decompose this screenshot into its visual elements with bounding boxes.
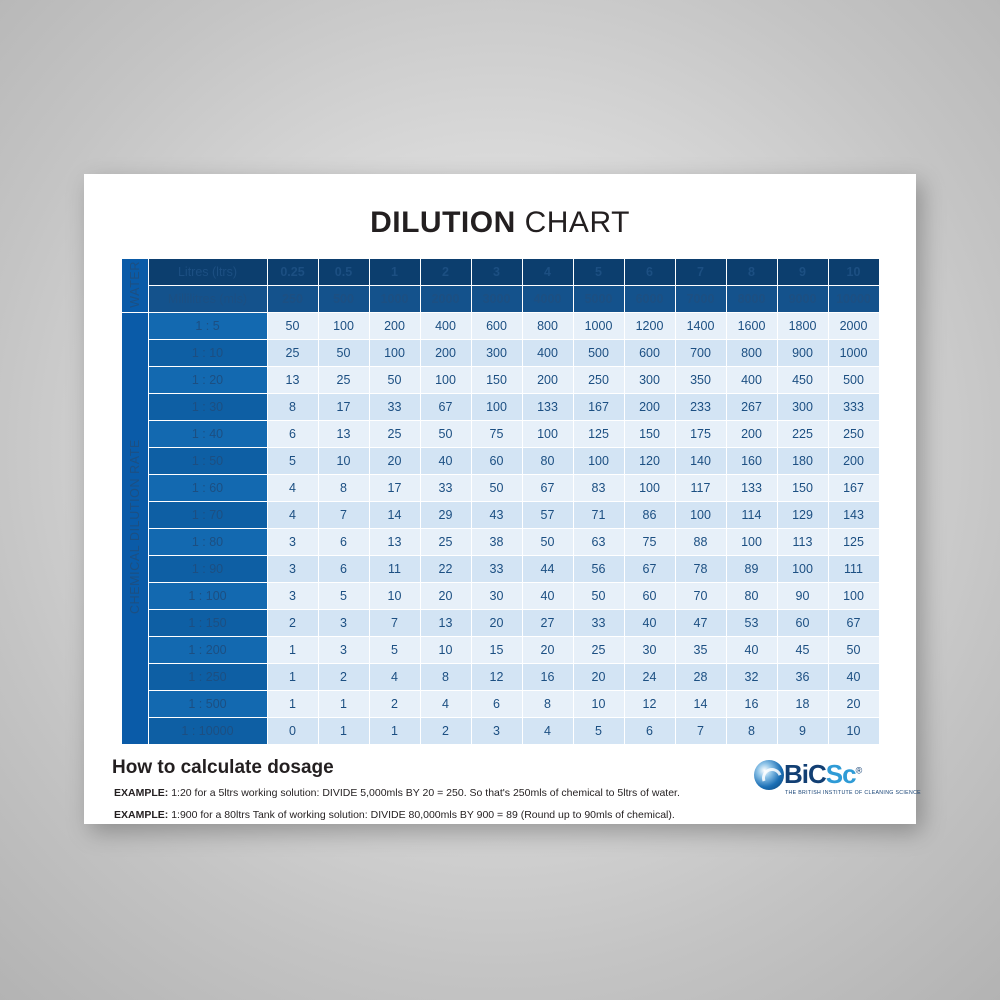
header-millilitres-3: 2000 (420, 286, 471, 313)
cell-r0-c3: 400 (420, 313, 471, 340)
cell-r14-c8: 14 (675, 691, 726, 718)
cell-r3-c10: 300 (777, 394, 828, 421)
table-row (121, 394, 879, 421)
cell-r0-c8: 1400 (675, 313, 726, 340)
cell-r8-c8: 88 (675, 529, 726, 556)
cell-r6-c8: 117 (675, 475, 726, 502)
cell-r5-c3: 40 (420, 448, 471, 475)
row-header-9: 1 : 90 (148, 556, 267, 583)
cell-r13-c8: 28 (675, 664, 726, 691)
cell-r7-c2: 14 (369, 502, 420, 529)
cell-r14-c5: 8 (522, 691, 573, 718)
logo-wordmark (784, 759, 861, 790)
cell-r12-c7: 30 (624, 637, 675, 664)
header-millilitres-label: Millilitres (mls) (148, 286, 267, 313)
cell-r1-c6: 500 (573, 340, 624, 367)
cell-r6-c1: 8 (318, 475, 369, 502)
cell-r15-c0: 0 (267, 718, 318, 745)
header-millilitres-9: 8000 (726, 286, 777, 313)
cell-r15-c9: 8 (726, 718, 777, 745)
cell-r9-c5: 44 (522, 556, 573, 583)
cell-r4-c1: 13 (318, 421, 369, 448)
header-litres-5: 4 (522, 259, 573, 286)
cell-r2-c7: 300 (624, 367, 675, 394)
cell-r12-c4: 15 (471, 637, 522, 664)
cell-r11-c0: 2 (267, 610, 318, 637)
cell-r9-c8: 78 (675, 556, 726, 583)
cell-r0-c1: 100 (318, 313, 369, 340)
cell-r4-c7: 150 (624, 421, 675, 448)
cell-r7-c3: 29 (420, 502, 471, 529)
row-header-1: 1 : 10 (148, 340, 267, 367)
cell-r0-c6: 1000 (573, 313, 624, 340)
logo-tagline: THE BRITISH INSTITUTE OF CLEANING SCIENCE (785, 790, 921, 796)
cell-r4-c6: 125 (573, 421, 624, 448)
header-litres-10: 9 (777, 259, 828, 286)
cell-r14-c0: 1 (267, 691, 318, 718)
cell-r2-c8: 350 (675, 367, 726, 394)
cell-r14-c9: 16 (726, 691, 777, 718)
cell-r3-c11: 333 (828, 394, 879, 421)
header-millilitres-7: 6000 (624, 286, 675, 313)
table-row (121, 502, 879, 529)
header-litres-4: 3 (471, 259, 522, 286)
cell-r14-c1: 1 (318, 691, 369, 718)
cell-r0-c5: 800 (522, 313, 573, 340)
header-millilitres-1: 500 (318, 286, 369, 313)
cell-r10-c2: 10 (369, 583, 420, 610)
header-litres-9: 8 (726, 259, 777, 286)
table-row (121, 583, 879, 610)
table-row (121, 718, 879, 745)
example-1-tag: EXAMPLE: (114, 787, 169, 799)
cell-r3-c4: 100 (471, 394, 522, 421)
row-header-2: 1 : 20 (148, 367, 267, 394)
cell-r8-c6: 63 (573, 529, 624, 556)
howto-heading: How to calculate dosage (112, 757, 334, 778)
cell-r3-c7: 200 (624, 394, 675, 421)
cell-r2-c11: 500 (828, 367, 879, 394)
table-row (121, 556, 879, 583)
cell-r10-c5: 40 (522, 583, 573, 610)
example-2-text: 1:900 for a 80ltrs Tank of working solution: DIVIDE 80,000mls BY 900 = 89 (Round up to 90mls of chemical). (171, 808, 675, 821)
cell-r11-c7: 40 (624, 610, 675, 637)
cell-r1-c2: 100 (369, 340, 420, 367)
cell-r10-c0: 3 (267, 583, 318, 610)
row-header-14: 1 : 500 (148, 691, 267, 718)
cell-r12-c9: 40 (726, 637, 777, 664)
cell-r12-c0: 1 (267, 637, 318, 664)
table-row (121, 475, 879, 502)
cell-r14-c2: 2 (369, 691, 420, 718)
cell-r15-c10: 9 (777, 718, 828, 745)
table-row (121, 313, 879, 340)
cell-r4-c4: 75 (471, 421, 522, 448)
table-row (121, 691, 879, 718)
cell-r6-c5: 67 (522, 475, 573, 502)
cell-r13-c7: 24 (624, 664, 675, 691)
cell-r5-c8: 140 (675, 448, 726, 475)
cell-r7-c5: 57 (522, 502, 573, 529)
cell-r9-c2: 11 (369, 556, 420, 583)
cell-r13-c6: 20 (573, 664, 624, 691)
cell-r7-c0: 4 (267, 502, 318, 529)
cell-r12-c3: 10 (420, 637, 471, 664)
cell-r5-c5: 80 (522, 448, 573, 475)
cell-r13-c5: 16 (522, 664, 573, 691)
cell-r1-c4: 300 (471, 340, 522, 367)
cell-r4-c3: 50 (420, 421, 471, 448)
cell-r5-c0: 5 (267, 448, 318, 475)
dilution-rate-axis-label (121, 313, 148, 745)
cell-r8-c9: 100 (726, 529, 777, 556)
cell-r2-c5: 200 (522, 367, 573, 394)
table-row (121, 421, 879, 448)
cell-r8-c11: 125 (828, 529, 879, 556)
cell-r13-c2: 4 (369, 664, 420, 691)
cell-r7-c4: 43 (471, 502, 522, 529)
cell-r5-c11: 200 (828, 448, 879, 475)
cell-r0-c0: 50 (267, 313, 318, 340)
table-row (121, 529, 879, 556)
cell-r11-c11: 67 (828, 610, 879, 637)
table-row (121, 367, 879, 394)
header-millilitres-10: 9000 (777, 286, 828, 313)
cell-r3-c5: 133 (522, 394, 573, 421)
cell-r10-c10: 90 (777, 583, 828, 610)
cell-r14-c4: 6 (471, 691, 522, 718)
cell-r11-c9: 53 (726, 610, 777, 637)
cell-r9-c4: 33 (471, 556, 522, 583)
cell-r13-c4: 12 (471, 664, 522, 691)
dilution-rate-axis-label-text: CHEMICAL DILUTION RATE (127, 439, 142, 615)
cell-r10-c3: 20 (420, 583, 471, 610)
cell-r2-c2: 50 (369, 367, 420, 394)
cell-r14-c6: 10 (573, 691, 624, 718)
cell-r3-c0: 8 (267, 394, 318, 421)
cell-r10-c1: 5 (318, 583, 369, 610)
cell-r0-c11: 2000 (828, 313, 879, 340)
cell-r11-c6: 33 (573, 610, 624, 637)
cell-r15-c6: 5 (573, 718, 624, 745)
cell-r14-c7: 12 (624, 691, 675, 718)
cell-r13-c9: 32 (726, 664, 777, 691)
logo-bic: BiC (784, 759, 826, 789)
cell-r8-c4: 38 (471, 529, 522, 556)
cell-r1-c8: 700 (675, 340, 726, 367)
cell-r4-c5: 100 (522, 421, 573, 448)
cell-r2-c9: 400 (726, 367, 777, 394)
page-title (84, 206, 916, 240)
example-2 (114, 809, 916, 823)
row-header-5: 1 : 50 (148, 448, 267, 475)
header-millilitres-4: 3000 (471, 286, 522, 313)
table-row (121, 610, 879, 637)
cell-r15-c1: 1 (318, 718, 369, 745)
cell-r5-c9: 160 (726, 448, 777, 475)
row-header-10: 1 : 100 (148, 583, 267, 610)
cell-r6-c2: 17 (369, 475, 420, 502)
dilution-table (121, 258, 880, 745)
cell-r4-c9: 200 (726, 421, 777, 448)
cell-r8-c10: 113 (777, 529, 828, 556)
cell-r9-c6: 56 (573, 556, 624, 583)
row-header-0: 1 : 5 (148, 313, 267, 340)
cell-r12-c2: 5 (369, 637, 420, 664)
cell-r10-c4: 30 (471, 583, 522, 610)
bics-logo (754, 758, 921, 804)
row-header-13: 1 : 250 (148, 664, 267, 691)
table-row (121, 637, 879, 664)
cell-r2-c0: 13 (267, 367, 318, 394)
cell-r15-c8: 7 (675, 718, 726, 745)
header-litres-0: 0.25 (267, 259, 318, 286)
cell-r4-c2: 25 (369, 421, 420, 448)
header-millilitres-11: 10000 (828, 286, 879, 313)
cell-r4-c10: 225 (777, 421, 828, 448)
cell-r6-c11: 167 (828, 475, 879, 502)
cell-r8-c5: 50 (522, 529, 573, 556)
cell-r2-c4: 150 (471, 367, 522, 394)
cell-r9-c11: 111 (828, 556, 879, 583)
cell-r8-c1: 6 (318, 529, 369, 556)
cell-r15-c3: 2 (420, 718, 471, 745)
cell-r14-c11: 20 (828, 691, 879, 718)
cell-r15-c11: 10 (828, 718, 879, 745)
header-litres-label: Litres (ltrs) (148, 259, 267, 286)
cell-r12-c11: 50 (828, 637, 879, 664)
cell-r13-c10: 36 (777, 664, 828, 691)
header-litres-7: 6 (624, 259, 675, 286)
logo-sc: Sc (825, 759, 856, 789)
cell-r12-c8: 35 (675, 637, 726, 664)
cell-r1-c9: 800 (726, 340, 777, 367)
cell-r11-c3: 13 (420, 610, 471, 637)
cell-r11-c1: 3 (318, 610, 369, 637)
cell-r2-c10: 450 (777, 367, 828, 394)
cell-r6-c9: 133 (726, 475, 777, 502)
row-header-12: 1 : 200 (148, 637, 267, 664)
cell-r1-c5: 400 (522, 340, 573, 367)
table-row (121, 664, 879, 691)
cell-r3-c9: 267 (726, 394, 777, 421)
cell-r11-c4: 20 (471, 610, 522, 637)
cell-r13-c3: 8 (420, 664, 471, 691)
cell-r8-c0: 3 (267, 529, 318, 556)
cell-r11-c2: 7 (369, 610, 420, 637)
row-header-15: 1 : 10000 (148, 718, 267, 745)
cell-r15-c5: 4 (522, 718, 573, 745)
header-litres-6: 5 (573, 259, 624, 286)
cell-r0-c7: 1200 (624, 313, 675, 340)
header-millilitres-8: 7000 (675, 286, 726, 313)
cell-r2-c1: 25 (318, 367, 369, 394)
cell-r9-c0: 3 (267, 556, 318, 583)
cell-r3-c3: 67 (420, 394, 471, 421)
cell-r8-c7: 75 (624, 529, 675, 556)
cell-r4-c11: 250 (828, 421, 879, 448)
header-millilitres-0: 250 (267, 286, 318, 313)
logo-registered: ® (855, 765, 862, 776)
cell-r4-c8: 175 (675, 421, 726, 448)
water-axis-label (121, 259, 148, 313)
row-header-11: 1 : 150 (148, 610, 267, 637)
cell-r10-c9: 80 (726, 583, 777, 610)
row-header-6: 1 : 60 (148, 475, 267, 502)
cell-r5-c7: 120 (624, 448, 675, 475)
header-millilitres-6: 5000 (573, 286, 624, 313)
cell-r6-c7: 100 (624, 475, 675, 502)
cell-r14-c3: 4 (420, 691, 471, 718)
cell-r9-c10: 100 (777, 556, 828, 583)
cell-r3-c1: 17 (318, 394, 369, 421)
table-header-row-litres (121, 259, 879, 286)
cell-r7-c8: 100 (675, 502, 726, 529)
cell-r7-c6: 71 (573, 502, 624, 529)
cell-r7-c9: 114 (726, 502, 777, 529)
cell-r7-c1: 7 (318, 502, 369, 529)
cell-r15-c2: 1 (369, 718, 420, 745)
cell-r3-c8: 233 (675, 394, 726, 421)
cell-r3-c2: 33 (369, 394, 420, 421)
cell-r13-c1: 2 (318, 664, 369, 691)
dilution-chart-card (84, 174, 921, 824)
cell-r9-c7: 67 (624, 556, 675, 583)
cell-r5-c1: 10 (318, 448, 369, 475)
cell-r3-c6: 167 (573, 394, 624, 421)
cell-r8-c3: 25 (420, 529, 471, 556)
table-header-row-millilitres (121, 286, 879, 313)
cell-r13-c11: 40 (828, 664, 879, 691)
cell-r13-c0: 1 (267, 664, 318, 691)
cell-r1-c10: 900 (777, 340, 828, 367)
cell-r1-c3: 200 (420, 340, 471, 367)
cell-r5-c4: 60 (471, 448, 522, 475)
header-litres-8: 7 (675, 259, 726, 286)
cell-r2-c6: 250 (573, 367, 624, 394)
cell-r5-c6: 100 (573, 448, 624, 475)
cell-r11-c10: 60 (777, 610, 828, 637)
cell-r6-c3: 33 (420, 475, 471, 502)
cell-r15-c4: 3 (471, 718, 522, 745)
cell-r12-c5: 20 (522, 637, 573, 664)
row-header-7: 1 : 70 (148, 502, 267, 529)
cell-r8-c2: 13 (369, 529, 420, 556)
cell-r1-c11: 1000 (828, 340, 879, 367)
header-millilitres-2: 1000 (369, 286, 420, 313)
cell-r7-c11: 143 (828, 502, 879, 529)
cell-r10-c6: 50 (573, 583, 624, 610)
cell-r15-c7: 6 (624, 718, 675, 745)
cell-r0-c4: 600 (471, 313, 522, 340)
header-litres-3: 2 (420, 259, 471, 286)
cell-r11-c8: 47 (675, 610, 726, 637)
cell-r0-c2: 200 (369, 313, 420, 340)
cell-r14-c10: 18 (777, 691, 828, 718)
cell-r6-c6: 83 (573, 475, 624, 502)
cell-r5-c10: 180 (777, 448, 828, 475)
cell-r6-c10: 150 (777, 475, 828, 502)
cell-r2-c3: 100 (420, 367, 471, 394)
cell-r10-c7: 60 (624, 583, 675, 610)
header-millilitres-5: 4000 (522, 286, 573, 313)
cell-r0-c9: 1600 (726, 313, 777, 340)
example-1-text: 1:20 for a 5ltrs working solution: DIVIDE 5,000mls BY 20 = 250. So that's 250mls of chemical to 5ltrs of water. (171, 787, 680, 799)
header-litres-11: 10 (828, 259, 879, 286)
row-header-4: 1 : 40 (148, 421, 267, 448)
row-header-3: 1 : 30 (148, 394, 267, 421)
cell-r9-c9: 89 (726, 556, 777, 583)
cell-r11-c5: 27 (522, 610, 573, 637)
cell-r12-c6: 25 (573, 637, 624, 664)
title-light: CHART (515, 206, 630, 239)
cell-r6-c0: 4 (267, 475, 318, 502)
cell-r4-c0: 6 (267, 421, 318, 448)
cell-r12-c1: 3 (318, 637, 369, 664)
header-litres-2: 1 (369, 259, 420, 286)
wave-icon (754, 760, 784, 790)
header-litres-1: 0.5 (318, 259, 369, 286)
cell-r7-c10: 129 (777, 502, 828, 529)
title-bold: DILUTION (370, 206, 516, 239)
table-row (121, 448, 879, 475)
cell-r6-c4: 50 (471, 475, 522, 502)
cell-r10-c8: 70 (675, 583, 726, 610)
cell-r9-c3: 22 (420, 556, 471, 583)
cell-r10-c11: 100 (828, 583, 879, 610)
cell-r12-c10: 45 (777, 637, 828, 664)
cell-r1-c7: 600 (624, 340, 675, 367)
table-row (121, 340, 879, 367)
cell-r5-c2: 20 (369, 448, 420, 475)
cell-r1-c0: 25 (267, 340, 318, 367)
row-header-8: 1 : 80 (148, 529, 267, 556)
cell-r0-c10: 1800 (777, 313, 828, 340)
water-axis-label-text: WATER (127, 260, 142, 308)
cell-r7-c7: 86 (624, 502, 675, 529)
cell-r1-c1: 50 (318, 340, 369, 367)
cell-r9-c1: 6 (318, 556, 369, 583)
example-2-tag: EXAMPLE: (114, 808, 169, 821)
